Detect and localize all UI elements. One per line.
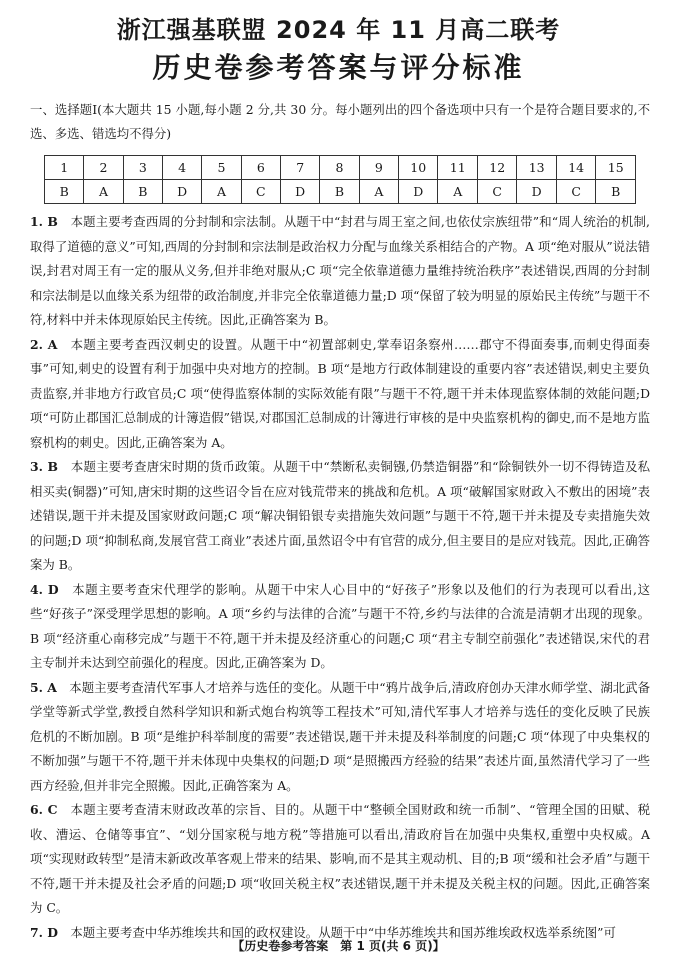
answer-cell: A [438,180,477,204]
question-number-cell: 9 [359,156,398,180]
answer-cell: D [517,180,556,204]
answer-cell: B [45,180,84,204]
answer-cell: A [84,180,123,204]
explanation-item [30,798,650,921]
explanation-text: 本题主要考查唐宋时期的货币政策。从题干中“禁断私卖铜镪,仍禁造铜器”和“除铜铁外一切不得铸造及私相买卖(铜器)”可知,唐宋时期的这些诏令旨在应对钱荒带来的挑战和危机。A 项“破解国家财政入不敷出的困境”表述错误,题干并未提及国家财政问题;C 项“解决铜铅银专卖措施失效问题”与题干不符,题干并未提及专卖措施失效的问题;D 项“抑制私商,发展官营工商业”表述片面,虽然诏令中有官营的成分,但主要目的是应对钱荒。因此,正确答案为 B。 [30,459,651,572]
answer-cell: A [359,180,398,204]
answer-cell: C [556,180,595,204]
explanation-label: 4. D [30,581,59,597]
question-number-cell: 6 [241,156,280,180]
answer-table-number-row [45,156,636,180]
explanation-item [30,455,650,578]
explanation-label: 7. D [30,924,58,940]
explanations [30,210,650,945]
answer-table [44,155,636,204]
explanation-item [30,333,650,456]
explanation-text: 本题主要考查中华苏维埃共和国的政权建设。从题干中“中华苏维埃共和国苏维埃政权选举系统图”可 [70,924,616,940]
question-number-cell: 3 [123,156,162,180]
explanation-text: 本题主要考查清代军事人才培养与选任的变化。从题干中“鸦片战争后,清政府创办天津水师学堂、湖北武备学堂等新式学堂,教授自然科学知识和新式炮台构筑等工程技术”可知,清代军事人才培养与选任的变化反映了民族危机的不断加剧。B 项“是维护科举制度的需要”表述错误,题干并未提及科举制度的问题;C 项“体现了中央集权的不断加强”与题干不符,题干并未体现中央集权的问题;D 项“是照搬西方经验的结果”表述片面,虽然清代学习了一些西方经验,但并非完全照搬。因此,正确答案为 A。 [30,679,650,793]
answer-cell: D [162,180,201,204]
question-number-cell: 7 [281,156,320,180]
answer-cell: D [281,180,320,204]
answer-cell: B [320,180,359,204]
answer-table-answer-row [45,180,636,204]
explanation-label: 2. A [30,336,58,352]
question-number-cell: 13 [517,156,556,180]
question-number-cell: 1 [45,156,84,180]
question-number-cell: 12 [477,156,516,180]
question-number-cell: 11 [438,156,477,180]
question-number-cell: 5 [202,156,241,180]
explanation-label: 5. A [30,679,57,695]
explanation-label: 3. B [30,459,58,474]
title-line1: 浙江强基联盟 2024 年 11 月高二联考 [116,16,561,44]
explanation-item [30,578,650,676]
explanation-item [30,676,650,799]
question-number-cell: 4 [162,156,201,180]
question-number-cell: 8 [320,156,359,180]
answer-cell: A [202,180,241,204]
explanation-item [30,210,650,333]
answer-cell: C [241,180,280,204]
page-footer: 【历史卷参考答案 第 1 页(共 6 页)】 [232,939,445,953]
explanation-text: 本题主要考查西汉刺史的设置。从题干中“初置部刺史,掌奉诏条察州……郡守不得面奏事,而刺史得面奏事”可知,刺史的设置有利于加强中央对地方的控制。B 项“是地方行政体制建设的重要内容”表述错误,刺史主要负责监察,并非地方行政官员;C 项“使得监察体制的实际效能有限”与题干不符,题干并未体现监察体制的效能问题;D 项“可防止郡国汇总制成的计簿造假”错误,对郡国汇总制成的计簿进行审核的是中央监察机构的御史,而不是地方监察机构的刺史。因此,正确答案为 A。 [30,336,650,450]
explanation-text: 本题主要考查宋代理学的影响。从题干中宋人心目中的“好孩子”形象以及他们的行为表现可以看出,这些“好孩子”深受理学思想的影响。A 项“乡约与法律的合流”与题干不符,乡约与法律的合流是清朝才出现的现象。B 项“经济重心南移完成”与题干不符,题干并未提及经济重心的问题;C 项“君主专制空前强化”表述错误,宋代的君主专制并未达到空前强化的程度。因此,正确答案为 D。 [30,581,651,670]
question-number-cell: 2 [84,156,123,180]
answer-cell: D [399,180,438,204]
section-intro: 一、选择题Ⅰ(本大题共 15 小题,每小题 2 分,共 30 分。每小题列出的四个备选项中只有一个是符合题目要求的,不选、多选、错选均不得分) [30,102,650,141]
answer-cell: B [596,180,636,204]
explanation-label: 1. B [30,214,58,229]
explanation-label: 6. C [30,802,58,817]
question-number-cell: 14 [556,156,595,180]
question-number-cell: 10 [399,156,438,180]
question-number-cell: 15 [596,156,636,180]
answer-cell: C [477,180,516,204]
title-line2: 历史卷参考答案与评分标准 [152,51,525,84]
explanation-text: 本题主要考查西周的分封制和宗法制。从题干中“封君与周王室之间,也依仗宗族纽带”和“周人统治的机制,取得了道德的意义”可知,西周的分封制和宗法制是政治权力分配与血缘关系相结合的产物。A 项“绝对服从”说法错误,封君对周王有一定的服从义务,但并非绝对服从;C 项“完全依靠道德力量维持统治秩序”表述错误,西周的分封制和宗法制是以血缘关系为纽带的政治制度,并非完全依靠道德力量;D 项“保留了较为明显的原始民主传统”与题干不符,材料中并未体现原始民主传统。因此,正确答案为 B。 [30,214,650,327]
answer-cell: B [123,180,162,204]
explanation-text: 本题主要考查清末财政改革的宗旨、目的。从题干中“整顿全国财政和统一币制”、“管理全国的田赋、税收、漕运、仓储等事宜”、“划分国家税与地方税”等措施可以看出,清政府旨在加强中央集权,重塑中央权威。A 项“实现财政转型”是清末新政改革客观上带来的结果、影响,而不是其主观动机、目的;B 项“缓和社会矛盾”与题干不符,题干并未提及社会矛盾的问题;D 项“收回关税主权”表述错误,题干并未提及关税主权的问题。因此,正确答案为 C。 [30,802,650,915]
